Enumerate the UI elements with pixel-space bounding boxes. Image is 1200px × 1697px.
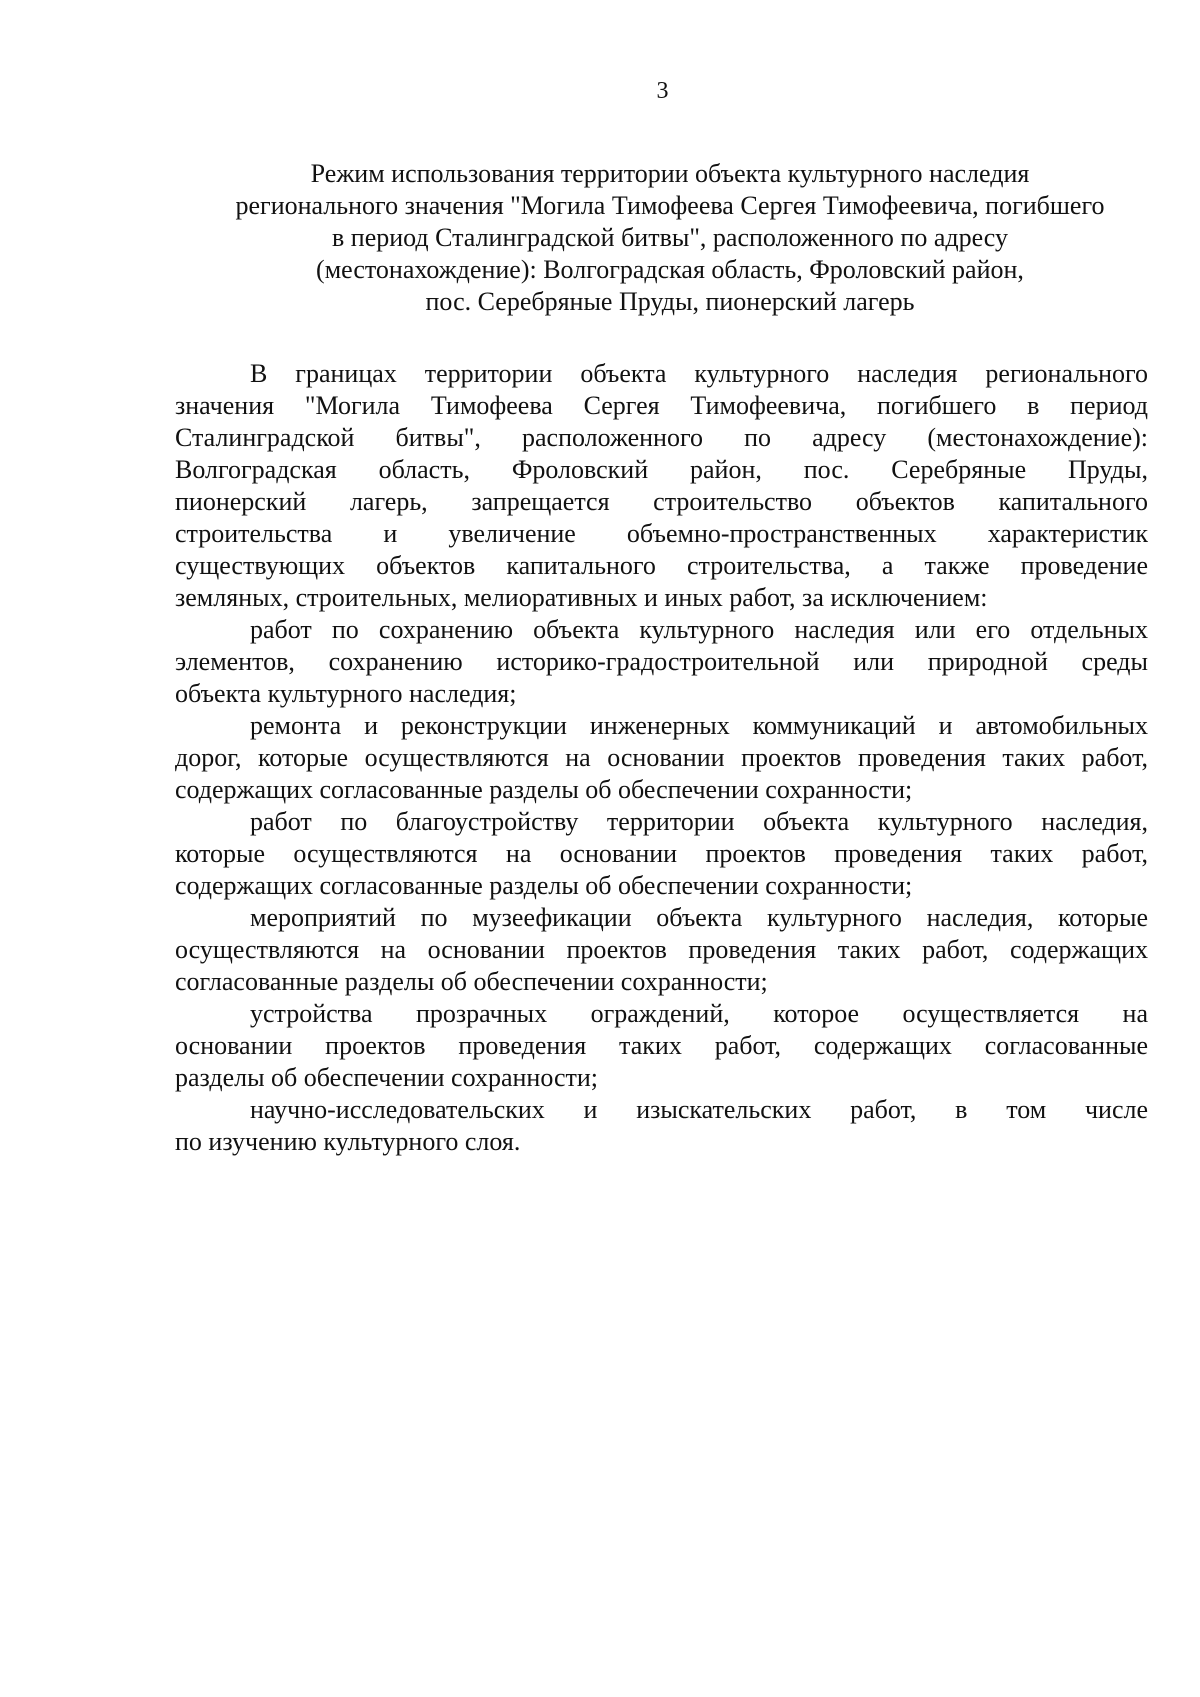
text-line: ремонта и реконструкции инженерных коммуникаций и автомобильных: [250, 711, 1148, 740]
text-line: осуществляются на основании проектов проведения таких работ, содержащих: [175, 935, 1148, 964]
text-line: строительства и увеличение объемно-пространственных характеристик: [175, 519, 1148, 548]
text-line: работ по сохранению объекта культурного наследия или его отдельных: [250, 615, 1148, 644]
text-line: земляных, строительных, мелиоративных и иных работ, за исключением:: [175, 583, 988, 612]
page-number: 3: [656, 78, 669, 104]
document-body: [175, 358, 1148, 1158]
text-line: содержащих согласованные разделы об обеспечении сохранности;: [175, 775, 913, 804]
text-line: которые осуществляются на основании проектов проведения таких работ,: [175, 839, 1148, 868]
text-line: основании проектов проведения таких работ, содержащих согласованные: [175, 1031, 1148, 1060]
text-line: пионерский лагерь, запрещается строительство объектов капитального: [175, 487, 1148, 516]
text-line: устройства прозрачных ограждений, которое осуществляется на: [250, 999, 1148, 1028]
paragraph-exception-preservation: [175, 614, 1148, 710]
paragraph-exception-fencing: [175, 998, 1148, 1094]
paragraph-exception-research: [175, 1094, 1148, 1158]
text-line: существующих объектов капитального строительства, а также проведение: [175, 551, 1148, 580]
text-line: В границах территории объекта культурного наследия регионального: [250, 359, 1148, 388]
text-line: значения "Могила Тимофеева Сергея Тимофеевича, погибшего в период: [175, 391, 1148, 420]
title-line: регионального значения "Могила Тимофеева Сергея Тимофеевича, погибшего: [235, 191, 1105, 220]
title-line: в период Сталинградской битвы", расположенного по адресу: [332, 223, 1008, 252]
text-line: по изучению культурного слоя.: [175, 1127, 521, 1156]
text-line: содержащих согласованные разделы об обеспечении сохранности;: [175, 871, 913, 900]
text-line: объекта культурного наследия;: [175, 679, 517, 708]
paragraph-exception-museification: [175, 902, 1148, 998]
title-line: (местонахождение): Волгоградская область, Фроловский район,: [316, 255, 1024, 284]
text-line: мероприятий по музеефикации объекта культурного наследия, которые: [250, 903, 1148, 932]
text-line: дорог, которые осуществляются на основании проектов проведения таких работ,: [175, 743, 1148, 772]
text-line: разделы об обеспечении сохранности;: [175, 1063, 599, 1092]
paragraph-main: [175, 358, 1148, 614]
paragraph-exception-repair: [175, 710, 1148, 806]
text-line: работ по благоустройству территории объекта культурного наследия,: [250, 807, 1148, 836]
title-line: Режим использования территории объекта культурного наследия: [310, 159, 1030, 188]
text-line: согласованные разделы об обеспечении сохранности;: [175, 967, 768, 996]
title-line: пос. Серебряные Пруды, пионерский лагерь: [425, 287, 915, 316]
text-line: Сталинградской битвы", расположенного по адресу (местонахождение):: [175, 423, 1148, 452]
document-title: [170, 158, 1170, 318]
text-line: научно-исследовательских и изыскательских работ, в том числе: [250, 1095, 1148, 1124]
text-line: элементов, сохранению историко-градостроительной или природной среды: [175, 647, 1148, 676]
text-line: Волгоградская область, Фроловский район, пос. Серебряные Пруды,: [175, 455, 1148, 484]
paragraph-exception-landscaping: [175, 806, 1148, 902]
